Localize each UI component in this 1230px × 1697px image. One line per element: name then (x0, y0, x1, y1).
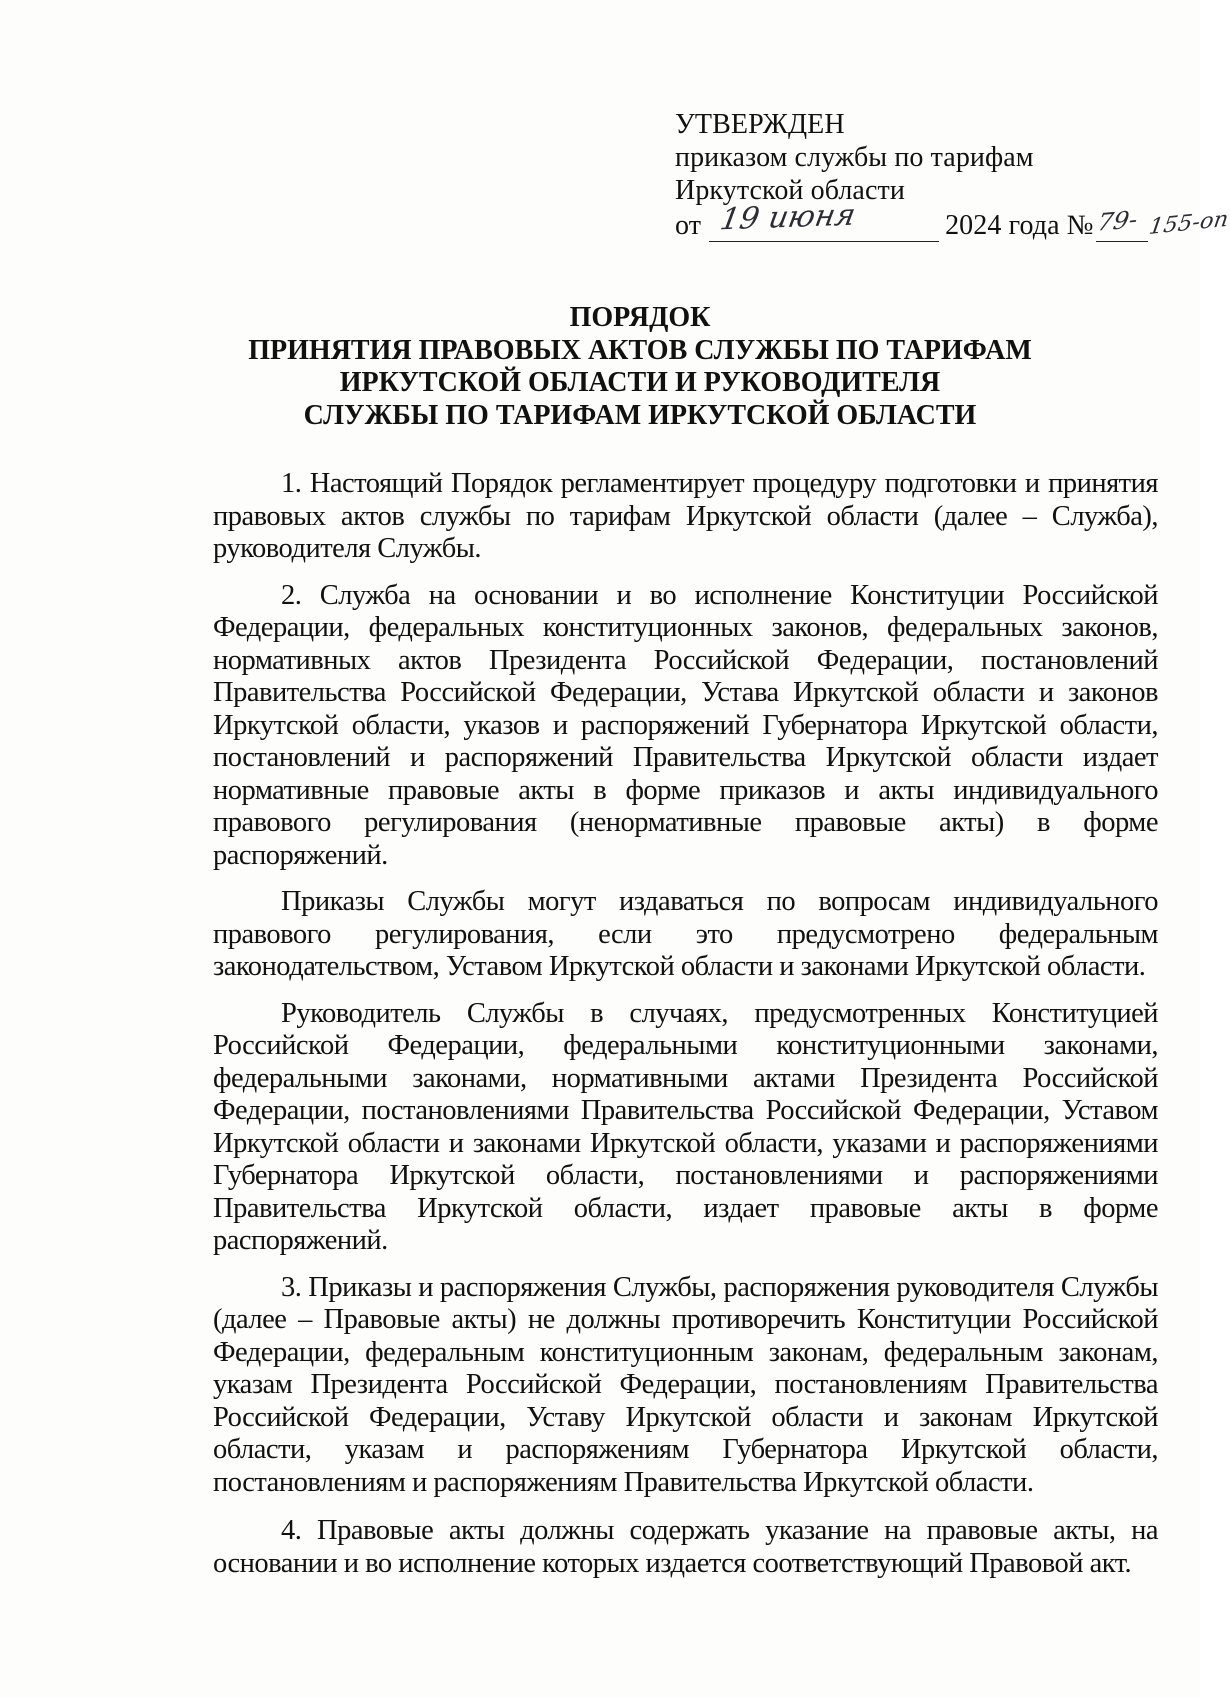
document-body (213, 468, 1158, 1580)
approval-order-line: приказом службы по тарифам (675, 142, 1034, 173)
date-fill-line (709, 197, 939, 242)
handwritten-number: 79- (1095, 205, 1140, 237)
handwritten-number-tail: 155-оп (1146, 207, 1230, 240)
date-prefix: от (675, 210, 702, 241)
approval-date-line (675, 197, 1230, 242)
paragraph-6: 4. Правовые акты должны содержать указание на правовые акты, на основании и во исполнение которых издается соответствующий Правовой акт. (213, 1515, 1158, 1579)
approval-region-line: Иркутской области (675, 175, 905, 206)
handwritten-date: 19 июня (717, 197, 859, 238)
title-line-2: ПРИНЯТИЯ ПРАВОВЫХ АКТОВ СЛУЖБЫ ПО ТАРИФАМ (248, 334, 1032, 366)
title-line-1: ПОРЯДОК (569, 302, 711, 333)
document-title (200, 302, 1080, 432)
paragraph-1: 1. Настоящий Порядок регламентирует процедуру подготовки и принятия правовых актов службы по тарифам Иркутской области (далее – Служба), руководителя Службы. (213, 468, 1158, 564)
paragraph-2: 2. Служба на основании и во исполнение Конституции Российской Федерации, федеральных конституционных законов, федеральных законов, нормативных актов Президента Российской Федерации, постановлений Правительства Российской Федерации, Устава Иркутской области и законов Иркутской области, указов и распоряжений Губернатора Иркутской области, постановлений и распоряжений Правительства Иркутской области издает нормативные правовые акты в форме приказов и акты индивидуального правового регулирования (ненормативные правовые акты) в форме распоряжений. (213, 579, 1158, 871)
title-line-4: СЛУЖБЫ ПО ТАРИФАМ ИРКУТСКОЙ ОБЛАСТИ (303, 399, 977, 431)
paragraph-5: 3. Приказы и распоряжения Службы, распоряжения руководителя Службы (далее – Правовые акты) не должны противоречить Конституции Российской Федерации, федеральным конституционным законам, федеральным законам, указам Президента Российской Федерации, постановлениям Правительства Российской Федерации, Уставу Иркутской области и законам Иркутской области, указам и распоряжениям Губернатора Иркутской области, постановлениям и распоряжениям Правительства Иркутской области. (213, 1271, 1158, 1498)
paragraph-4: Руководитель Службы в случаях, предусмотренных Конституцией Российской Федерации, федеральными конституционными законами, федеральными законами, нормативными актами Президента Российской Федерации, постановлениями Правительства Российской Федерации, Уставом Иркутской области и законами Иркутской области, указами и распоряжениями Губернатора Иркутской области, постановлениями и распоряжениями Правительства Иркутской области, издает правовые акты в форме распоряжений. (213, 997, 1158, 1256)
approval-block (675, 108, 1230, 242)
number-fill-line (1095, 205, 1148, 242)
year-text: 2024 года № (945, 210, 1094, 241)
approval-heading: УТВЕРЖДЕН (675, 109, 845, 140)
paragraph-3: Приказы Службы могут издаваться по вопросам индивидуального правового регулирования, если это предусмотрено федеральным законодательством, Уставом Иркутской области и законами Иркутской области. (213, 886, 1158, 982)
title-line-3: ИРКУТСКОЙ ОБЛАСТИ И РУКОВОДИТЕЛЯ (339, 367, 941, 398)
